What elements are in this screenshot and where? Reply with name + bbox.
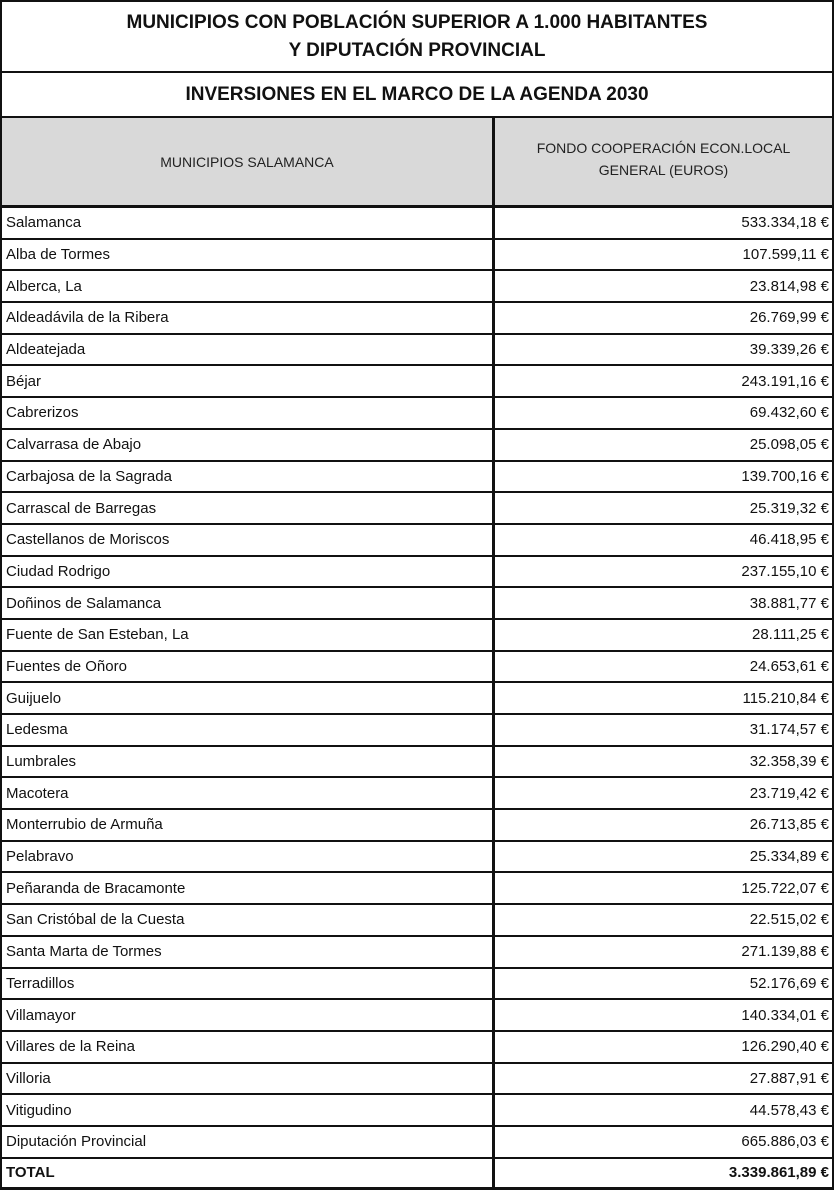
- municipio-name: Alberca, La: [2, 271, 495, 301]
- table-row: [2, 208, 832, 240]
- table-row: [2, 1000, 832, 1032]
- header-fondo-line-2: GENERAL (EUROS): [598, 161, 729, 178]
- municipio-name: Lumbrales: [2, 747, 495, 777]
- municipio-name: Diputación Provincial: [2, 1127, 495, 1157]
- municipio-name: Cabrerizos: [2, 398, 495, 428]
- table-header: [0, 118, 834, 208]
- municipio-name: Pelabravo: [2, 842, 495, 872]
- municipio-name: Villares de la Reina: [2, 1032, 495, 1062]
- municipio-name: Ciudad Rodrigo: [2, 557, 495, 587]
- fondo-value: 52.176,69 €: [749, 974, 829, 992]
- subtitle: INVERSIONES EN EL MARCO DE LA AGENDA 2030: [0, 73, 834, 118]
- municipio-name: Vitigudino: [2, 1095, 495, 1125]
- fondo-value: 243.191,16 €: [741, 372, 829, 390]
- fondo-value: 38.881,77 €: [749, 594, 829, 612]
- municipio-name: Guijuelo: [2, 683, 495, 713]
- table-row: [2, 525, 832, 557]
- municipio-name: Monterrubio de Armuña: [2, 810, 495, 840]
- header-fondo-line-1: FONDO COOPERACIÓN ECON.LOCAL: [536, 139, 791, 156]
- fondo-value: 139.700,16 €: [741, 467, 829, 485]
- fondo-value: 26.713,85 €: [749, 816, 829, 834]
- municipio-name: Aldeatejada: [2, 335, 495, 365]
- municipio-name: Alba de Tormes: [2, 240, 495, 270]
- fondo-value: 125.722,07 €: [741, 879, 829, 897]
- municipio-name: Castellanos de Moriscos: [2, 525, 495, 555]
- table-row: [2, 303, 832, 335]
- fondo-value: 107.599,11 €: [742, 246, 829, 264]
- municipio-name: Doñinos de Salamanca: [2, 588, 495, 618]
- table-row: [2, 842, 832, 874]
- municipio-name: Santa Marta de Tormes: [2, 937, 495, 967]
- fondo-value: 32.358,39 €: [749, 753, 829, 771]
- fondo-value: 533.334,18 €: [741, 214, 829, 232]
- table-row: [2, 715, 832, 747]
- fondo-value: 25.319,32 €: [749, 499, 829, 517]
- total-row: [2, 1159, 832, 1190]
- fondo-value: 46.418,95 €: [749, 531, 829, 549]
- table-body: [0, 208, 834, 1190]
- table-row: [2, 747, 832, 779]
- total-value: 3.339.861,89 €: [728, 1164, 829, 1182]
- fondo-value: 25.334,89 €: [749, 848, 829, 866]
- fondo-value: 115.210,84 €: [742, 689, 829, 707]
- fondo-value: 26.769,99 €: [749, 309, 829, 327]
- table-row: [2, 271, 832, 303]
- table-row: [2, 335, 832, 367]
- fondo-value: 23.719,42 €: [749, 784, 829, 802]
- fondo-value: 140.334,01 €: [741, 1006, 829, 1024]
- fondo-value: 23.814,98 €: [749, 277, 829, 295]
- municipio-name: Salamanca: [2, 208, 495, 238]
- municipio-name: Carbajosa de la Sagrada: [2, 462, 495, 492]
- fondo-value: 126.290,40 €: [741, 1038, 829, 1056]
- table-row: [2, 588, 832, 620]
- fondo-value: 271.139,88 €: [741, 943, 829, 961]
- table-row: [2, 969, 832, 1001]
- table-row: [2, 810, 832, 842]
- table-row: [2, 778, 832, 810]
- table-row: [2, 366, 832, 398]
- municipio-name: Calvarrasa de Abajo: [2, 430, 495, 460]
- total-label: TOTAL: [2, 1159, 495, 1188]
- municipio-name: Villamayor: [2, 1000, 495, 1030]
- municipio-name: Carrascal de Barregas: [2, 493, 495, 523]
- fondo-value: 27.887,91 €: [749, 1069, 829, 1087]
- fondo-value: 22.515,02 €: [749, 911, 829, 929]
- fondo-value: 69.432,60 €: [749, 404, 829, 422]
- header-municipios: MUNICIPIOS SALAMANCA: [2, 118, 495, 205]
- municipio-name: Fuentes de Oñoro: [2, 652, 495, 682]
- table-row: [2, 905, 832, 937]
- title-line-2: Y DIPUTACIÓN PROVINCIAL: [288, 39, 546, 61]
- fondo-value: 28.111,25 €: [751, 626, 829, 644]
- table-row: [2, 1032, 832, 1064]
- table-row: [2, 683, 832, 715]
- table-row: [2, 462, 832, 494]
- table-row: [2, 620, 832, 652]
- table-row: [2, 557, 832, 589]
- table-row: [2, 430, 832, 462]
- table-row: [2, 1064, 832, 1096]
- fondo-value: 39.339,26 €: [749, 341, 829, 359]
- municipio-name: Aldeadávila de la Ribera: [2, 303, 495, 333]
- table-row: [2, 1095, 832, 1127]
- table-row: [2, 652, 832, 684]
- table-row: [2, 240, 832, 272]
- table-row: [2, 1127, 832, 1159]
- fondo-value: 665.886,03 €: [741, 1133, 829, 1151]
- fondo-value: 25.098,05 €: [749, 436, 829, 454]
- table-row: [2, 398, 832, 430]
- title-line-1: MUNICIPIOS CON POBLACIÓN SUPERIOR A 1.000 HABITANTES: [126, 11, 708, 33]
- title-box: [0, 0, 834, 73]
- municipio-name: Ledesma: [2, 715, 495, 745]
- municipio-name: Peñaranda de Bracamonte: [2, 873, 495, 903]
- table-row: [2, 873, 832, 905]
- municipio-name: Terradillos: [2, 969, 495, 999]
- municipio-name: Béjar: [2, 366, 495, 396]
- fondo-value: 237.155,10 €: [741, 562, 829, 580]
- header-fondo: [495, 118, 832, 205]
- table-row: [2, 937, 832, 969]
- fondo-value: 31.174,57 €: [749, 721, 829, 739]
- municipio-name: Macotera: [2, 778, 495, 808]
- table-row: [2, 493, 832, 525]
- municipio-name: San Cristóbal de la Cuesta: [2, 905, 495, 935]
- municipio-name: Fuente de San Esteban, La: [2, 620, 495, 650]
- fondo-value: 24.653,61 €: [749, 657, 829, 675]
- fondo-value: 44.578,43 €: [749, 1101, 829, 1119]
- municipio-name: Villoria: [2, 1064, 495, 1094]
